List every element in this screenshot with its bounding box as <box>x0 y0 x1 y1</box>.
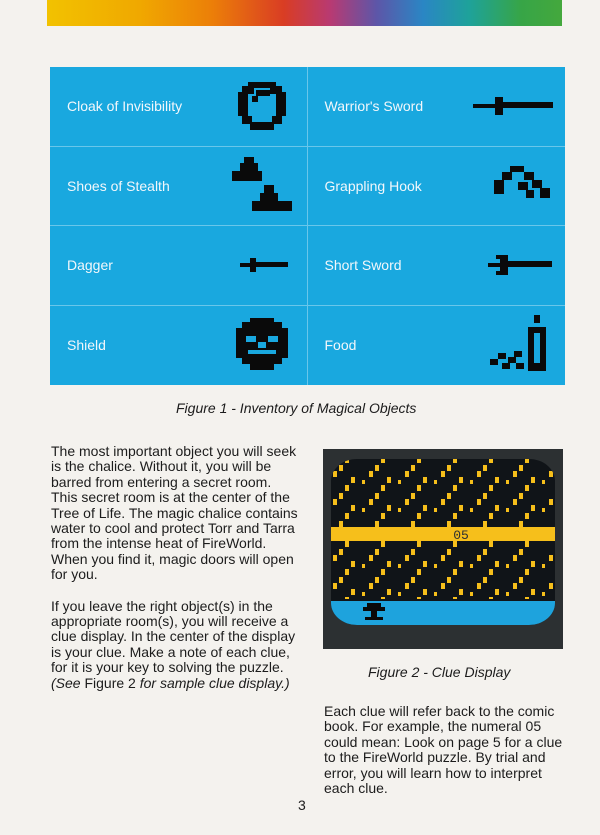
inventory-cell <box>50 306 308 386</box>
left-column-text <box>51 444 299 691</box>
paragraph <box>51 599 299 691</box>
item-label: Warrior's Sword <box>324 98 424 115</box>
figure-1-caption: Figure 1 - Inventory of Magical Objects <box>176 400 417 416</box>
paragraph: The most important object you will seek is the chalice. Without it, you will be barred from entering a secret room. This secret room is at the center of the Tree of Life. The magic chalice contains water to cool and protect Torr and Tarra from the intense heat of FireWorld. When you find it, magic doors will open for you. <box>51 443 298 583</box>
short-sword-icon <box>488 253 552 277</box>
inventory-cell <box>50 67 308 147</box>
page-number: 3 <box>298 797 306 813</box>
figure-2-caption: Figure 2 - Clue Display <box>368 664 511 680</box>
item-label: Dagger <box>67 257 113 274</box>
shoes-icon <box>230 157 294 215</box>
item-label: Shield <box>67 337 106 354</box>
note-text: (See <box>51 674 85 691</box>
cloak-icon <box>234 80 290 132</box>
clue-number: 05 <box>453 528 469 543</box>
item-label: Grappling Hook <box>324 177 422 194</box>
grappling-hook-icon <box>488 166 552 206</box>
item-label: Food <box>324 337 357 354</box>
note-text: for sample clue display.) <box>135 674 290 691</box>
clue-display-screen <box>323 449 563 649</box>
dagger-icon <box>240 257 288 273</box>
clue-bar <box>323 527 563 541</box>
inventory-cell <box>308 147 566 227</box>
inventory-cell <box>50 147 308 227</box>
warrior-sword-icon <box>473 94 553 118</box>
inventory-cell <box>308 67 566 147</box>
rainbow-header-band <box>47 0 562 26</box>
item-label: Shoes of Stealth <box>67 177 170 194</box>
inventory-cell <box>50 226 308 306</box>
food-icon <box>488 315 554 375</box>
item-label: Short Sword <box>324 257 402 274</box>
clue-display-screenshot <box>323 449 563 649</box>
inventory-cell <box>308 226 566 306</box>
ground-strip <box>323 601 563 631</box>
figure-reference-note <box>51 675 290 691</box>
right-column-text <box>324 704 569 796</box>
figure-2-reference: Figure 2 <box>84 674 136 691</box>
shield-icon <box>234 318 290 372</box>
inventory-table <box>50 67 565 385</box>
inventory-cell <box>308 306 566 386</box>
item-label: Cloak of Invisibility <box>67 98 183 115</box>
paragraph-text: If you leave the right object(s) in the appropriate room(s), you will receive a clue display. In the center of the display is your clue. Make a note of each clue, for it is your key to solving the puzzle. <box>51 597 296 676</box>
paragraph: Each clue will refer back to the comic book. For example, the numeral 05 could mean: Look on page 5 for a clue to the FireWorld puzzle. By trial and error, you will learn how to interpret each clue. <box>324 703 563 797</box>
